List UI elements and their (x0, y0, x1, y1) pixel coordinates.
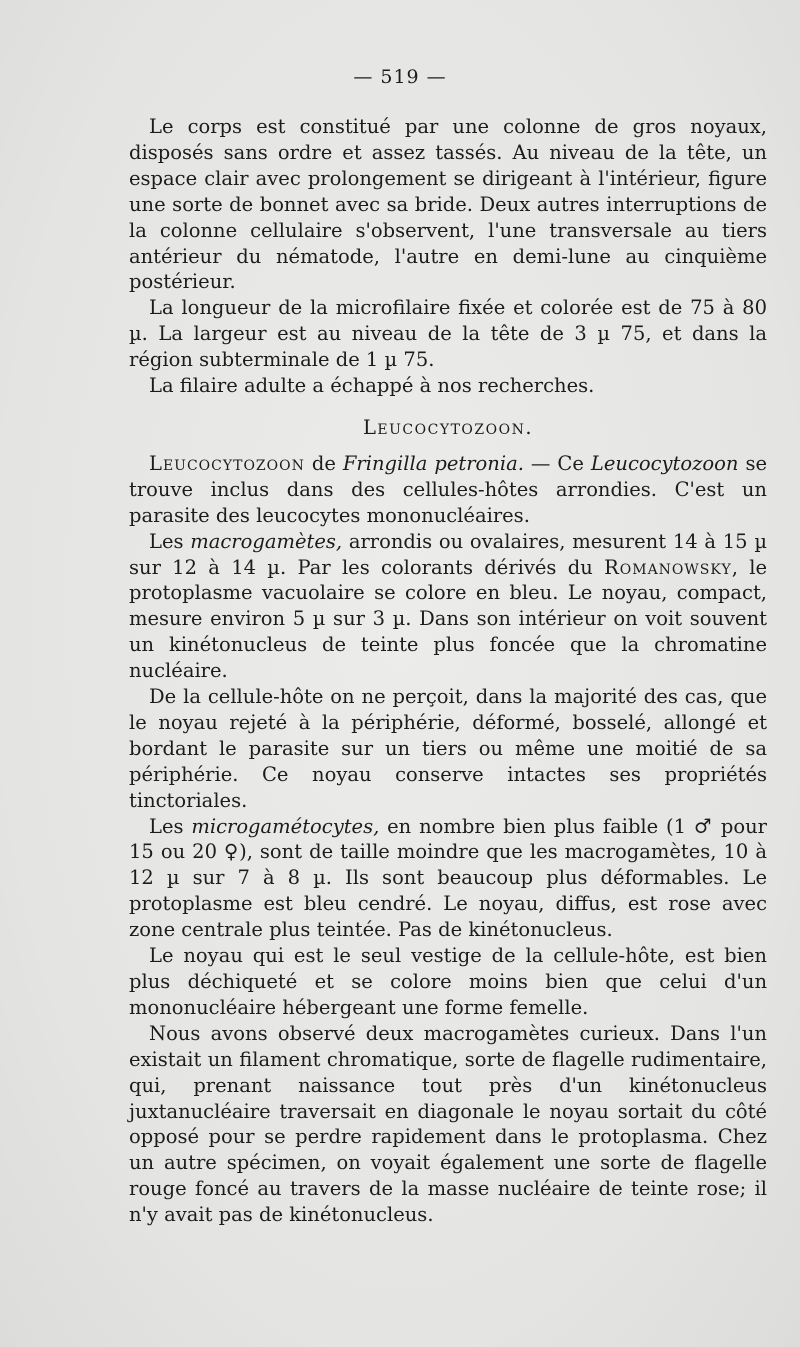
lead-term: Leucocytozoon (149, 451, 305, 475)
term-microgametocytes: microgamétocytes, (191, 814, 380, 838)
paragraph-host-cell: De la cellule-hôte on ne perçoit, dans la majorité des cas, que le noyau rejeté à la périphérie, déformé, bosselé, allongé et bordant le parasite sur un tiers ou même une moitié de sa périphérie. Ce noyau conserve intactes ses propriétés tinctoriales. (129, 685, 767, 812)
species-name: Fringilla petronia. (342, 451, 524, 475)
paragraph-microgametocytes: Les microgamétocytes, en nombre bien plus faible (1 ♂ pour 15 ou 20 ♀), sont de taille moindre que les macrogamètes, 10 à 12 µ sur 7 à 8 µ. Ils sont beaucoup plus déformables. Le protoplasme est bleu cendré. Le noyau, diffus, est rose avec zone centrale plus teintée. Pas de kinétonucleus. (129, 814, 767, 942)
term-macrogametes: macrogamètes, (190, 529, 343, 553)
author-name: Romanowsky (604, 555, 732, 579)
genus-name: Leucocytozoon (590, 451, 739, 475)
section-heading-leucocytozoon: Leucocytozoon. (362, 415, 534, 439)
paragraph-leucocytozoon-intro: Leucocytozoon de Fringilla petronia. — Ce Leucocytozoon se trouve inclus dans des cellules-hôtes arrondies. C'est un parasite des leucocytes mononucléaires. (129, 451, 768, 527)
paragraph-adult-filaria: La filaire adulte a échappé à nos recherches. (149, 374, 595, 398)
paragraph-microfilaria-size: La longueur de la microfilaire fixée et colorée est de 75 à 80 µ. La largeur est au niveau de la tête de 3 µ 75, et dans la région subterminale de 1 µ 75. (129, 296, 767, 372)
paragraph-nematode-body: Le corps est constitué par une colonne de gros noyaux, disposés sans ordre et assez tassés. Au niveau de la tête, un espace clair avec prolongement se dirigeant à l'intérieur, figure une sorte de bonnet avec sa bride. Deux autres interruptions de la colonne cellulaire s'observent, l'une transversale au tiers antérieur du nématode, l'autre en demi-lune au cinquième postérieur. (129, 115, 767, 294)
paragraph-host-nucleus: Le noyau qui est le seul vestige de la cellule-hôte, est bien plus déchiqueté et se colore moins bien que celui d'un mononucléaire hébergeant une forme femelle. (129, 944, 767, 1019)
paragraph-curious-macrogametes: Nous avons observé deux macrogamètes curieux. Dans l'un existait un filament chromatique, sorte de flagelle rudimentaire, qui, prenant naissance tout près d'un kinétonucleus juxtanucléaire traversait en diagonale le noyau sortait du côté opposé pour se perdre rapidement dans le protoplasma. Chez un autre spécimen, on voyait également une sorte de flagelle rouge foncé au travers de la masse nucléaire de teinte rose; il n'y avait pas de kinétonucleus. (129, 1021, 767, 1227)
paragraph-macrogametes: Les macrogamètes, arrondis ou ovalaires, mesurent 14 à 15 µ sur 12 à 14 µ. Par les colorants dérivés du Romanowsky, le protoplasme vacuolaire se colore en bleu. Le noyau, compact, mesure environ 5 µ sur 3 µ. Dans son intérieur on voit souvent un kinétonucleus de teinte plus foncée que la chromatine nucléaire. (129, 529, 767, 683)
page-number: — 519 — (353, 66, 447, 88)
body-text (129, 114, 767, 1228)
